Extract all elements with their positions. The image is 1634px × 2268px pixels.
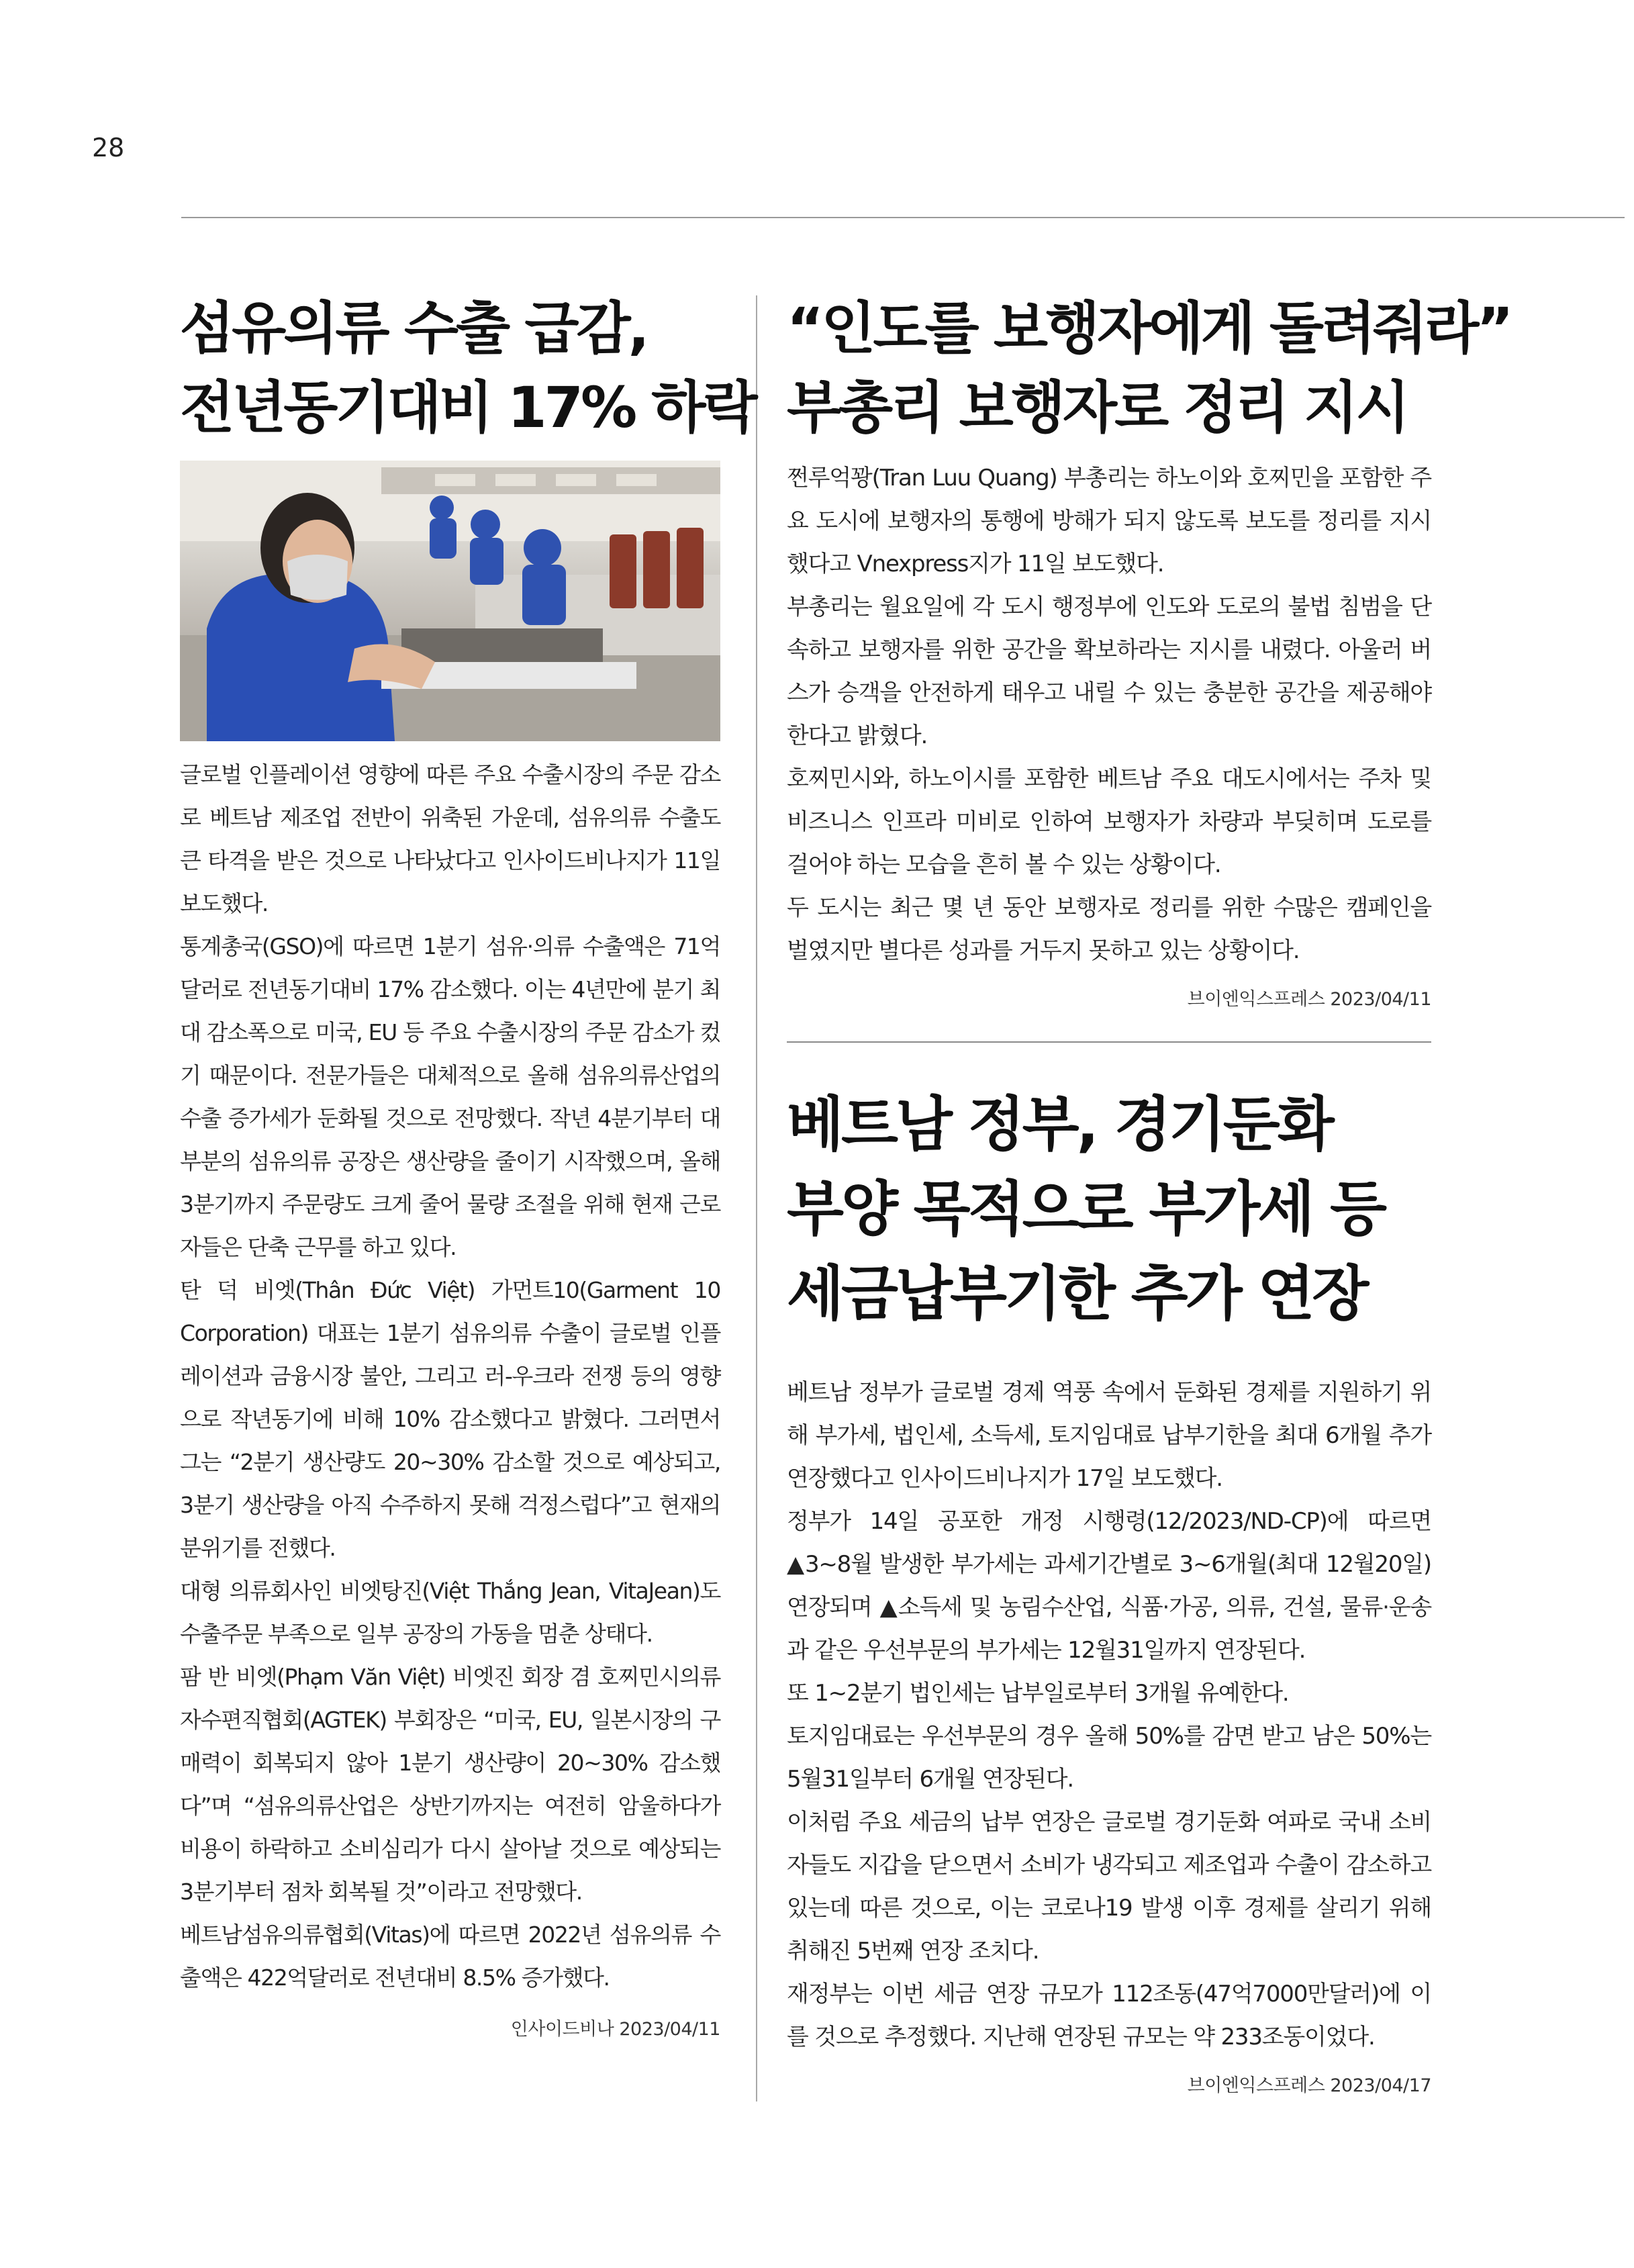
headline-line: 부총리 보행자로 정리 지시	[787, 375, 1408, 440]
paragraph: 부총리는 월요일에 각 도시 행정부에 인도와 도로의 불법 침범을 단속하고 보행자를 위한 공간을 확보하라는 지시를 내렸다. 아울러 버스가 승객을 안전하게 태우고 내릴 수 있는 충분한 공간을 제공해야 한다고 밝혔다.	[787, 594, 1431, 749]
paragraph: 대형 의류회사인 비엣탕진(Việt Thắng Jean, VitaJean)도 수출주문 부족으로 일부 공장의 가동을 멈춘 상태다.	[180, 1578, 720, 1647]
garment-factory-photo	[180, 461, 720, 741]
headline-line: 부양 목적으로 부가세 등	[787, 1174, 1384, 1243]
paragraph: 호찌민시와, 하노이시를 포함한 베트남 주요 대도시에서는 주차 및 비즈니스 인프라 미비로 인하여 보행자가 차량과 부딪히며 도로를 걸어야 하는 모습을 흔히 볼 수 있는 상황이다.	[787, 765, 1431, 878]
paragraph: 베트남 정부가 글로벌 경제 역풍 속에서 둔화된 경제를 지원하기 위해 부가세, 법인세, 소득세, 토지임대료 납부기한을 최대 6개월 추가 연장했다고 인사이드비나지가 17일 보도했다.	[787, 1379, 1431, 1492]
source-credit: 브이엔익스프레스 2023/04/17	[1187, 2075, 1431, 2096]
headline	[787, 289, 1511, 447]
headline-line: 전년동기대비 17% 하락	[180, 375, 755, 440]
headline	[180, 289, 755, 447]
paragraph: 이처럼 주요 세금의 납부 연장은 글로벌 경기둔화 여파로 국내 소비자들도 지갑을 닫으면서 소비가 냉각되고 제조업과 수출이 감소하고 있는데 따른 것으로, 이는 코로나19 발생 이후 경제를 살리기 위해 취해진 5번째 연장 조치다.	[787, 1809, 1431, 1965]
article-sidewalk-pedestrians	[787, 289, 1511, 1010]
paragraph: 재정부는 이번 세금 연장 규모가 112조동(47억7000만달러)에 이를 것으로 추정했다. 지난해 연장된 규모는 약 233조동이었다.	[787, 1981, 1431, 2050]
headline-line: 세금납부기한 추가 연장	[787, 1259, 1367, 1328]
source-credit: 인사이드비나 2023/04/11	[510, 2019, 720, 2040]
article-tax-deferral	[787, 1082, 1431, 2097]
headline-line: 섬유의류 수출 급감,	[180, 295, 647, 361]
paragraph: 또 1~2분기 법인세는 납부일로부터 3개월 유예한다.	[787, 1680, 1289, 1707]
page-number: 28	[92, 133, 125, 162]
headline-line: 베트남 정부, 경기둔화	[787, 1090, 1332, 1159]
paragraph: 글로벌 인플레이션 영향에 따른 주요 수출시장의 주문 감소로 베트남 제조업 전반이 위축된 가운데, 섬유의류 수출도 큰 타격을 받은 것으로 나타났다고 인사이드비나지가 11일 보도했다.	[180, 761, 720, 916]
paragraph: 정부가 14일 공포한 개정 시행령(12/2023/ND-CP)에 따르면 ▲3~8월 발생한 부가세는 과세기간별로 3~6개월(최대 12월20일) 연장되며 ▲소득세 및 농림수산업, 식품·가공, 의류, 건설, 물류·운송과 같은 우선부문의 부가세는 12월31일까지 연장된다.	[787, 1508, 1431, 1664]
headline-line: “인도를 보행자에게 돌려줘라”	[787, 295, 1511, 361]
column-divider	[756, 295, 757, 2101]
paragraph: 베트남섬유의류협회(Vitas)에 따르면 2022년 섬유의류 수출액은 422억달러로 전년대비 8.5% 증가했다.	[180, 1922, 720, 1991]
headline	[787, 1082, 1431, 1336]
article-body	[787, 1371, 1431, 2059]
article-textile-exports	[180, 289, 755, 2040]
article-body	[180, 753, 720, 1999]
top-rule	[181, 217, 1625, 218]
paragraph: 두 도시는 최근 몇 년 동안 보행자로 정리를 위한 수많은 캠페인을 벌였지만 별다른 성과를 거두지 못하고 있는 상황이다.	[787, 894, 1431, 964]
source-credit: 브이엔익스프레스 2023/04/11	[1187, 989, 1431, 1010]
paragraph: 쩐루억꽝(Tran Luu Quang) 부총리는 하노이와 호찌민을 포함한 주요 도시에 보행자의 통행에 방해가 되지 않도록 보도를 정리를 지시했다고 Vnexpress지가 11일 보도했다.	[787, 465, 1431, 577]
article-separator	[787, 1041, 1431, 1043]
paragraph: 탄 덕 비엣(Thân Đức Việt) 가먼트10(Garment 10 Corporation) 대표는 1분기 섬유의류 수출이 글로벌 인플레이션과 금융시장 불안, 그리고 러-우크라 전쟁 등의 영향으로 작년동기에 비해 10% 감소했다고 밝혔다. 그러면서 그는 “2분기 생산량도 20~30% 감소할 것으로 예상되고, 3분기 생산량을 아직 수주하지 못해 걱정스럽다”고 현재의 분위기를 전했다.	[180, 1277, 720, 1561]
article-body	[787, 457, 1431, 972]
paragraph: 통계총국(GSO)에 따르면 1분기 섬유·의류 수출액은 71억달러로 전년동기대비 17% 감소했다. 이는 4년만에 분기 최대 감소폭으로 미국, EU 등 주요 수출시장의 주문 감소가 컸기 때문이다. 전문가들은 대체적으로 올해 섬유의류산업의 수출 증가세가 둔화될 것으로 전망했다. 작년 4분기부터 대부분의 섬유의류 공장은 생산량을 줄이기 시작했으며, 올해 3분기까지 주문량도 크게 줄어 물량 조절을 위해 현재 근로자들은 단축 근무를 하고 있다.	[180, 933, 720, 1260]
paragraph: 토지임대료는 우선부문의 경우 올해 50%를 감면 받고 남은 50%는 5월31일부터 6개월 연장된다.	[787, 1723, 1431, 1793]
paragraph: 팜 반 비엣(Phạm Văn Việt) 비엣진 회장 겸 호찌민시의류자수편직협회(AGTEK) 부회장은 “미국, EU, 일본시장의 구매력이 회복되지 않아 1분기 생산량이 20~30% 감소했다”며 “섬유의류산업은 상반기까지는 여전히 암울하다가 비용이 하락하고 소비심리가 다시 살아날 것으로 예상되는 3분기부터 점차 회복될 것”이라고 전망했다.	[180, 1664, 720, 1905]
